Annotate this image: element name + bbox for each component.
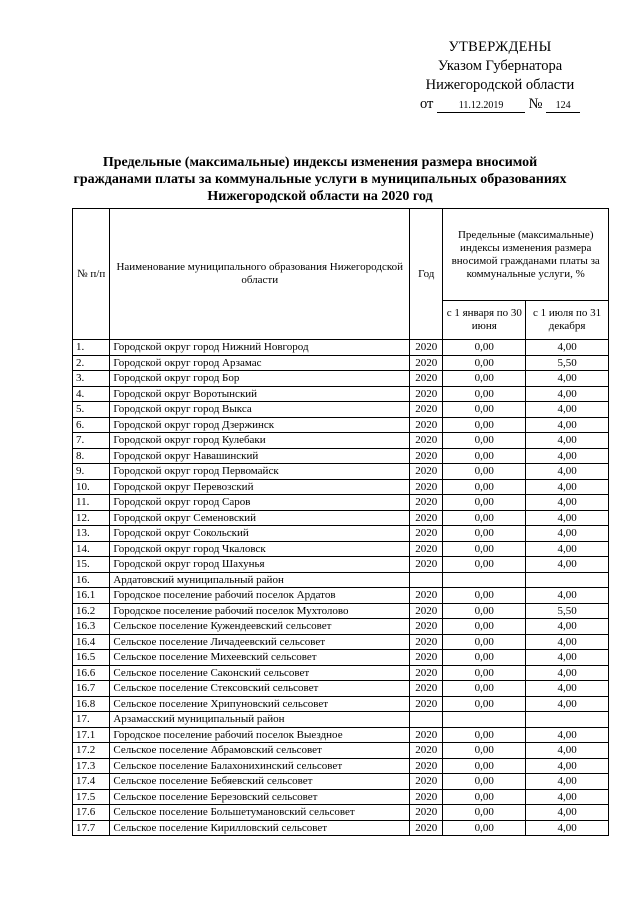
table-row — [73, 789, 609, 805]
row-number: 17.6 — [73, 805, 110, 821]
row-number: 16.6 — [73, 665, 110, 681]
row-name: Городской округ город Первомайск — [110, 464, 410, 480]
row-name: Городской округ Перевозский — [110, 479, 410, 495]
row-number: 12. — [73, 510, 110, 526]
table-row — [73, 805, 609, 821]
row-number: 17.4 — [73, 774, 110, 790]
approval-line-1: Указом Губернатора — [437, 58, 563, 74]
row-value-period-2: 5,50 — [526, 603, 609, 619]
table-row — [73, 820, 609, 836]
row-name: Городское поселение рабочий поселок Ардатов — [110, 588, 410, 604]
date-prefix: от — [420, 96, 434, 112]
table-row — [73, 681, 609, 697]
approval-date: 11.12.2019 — [437, 100, 525, 113]
row-value-period-1: 0,00 — [443, 758, 526, 774]
row-year: 2020 — [410, 634, 443, 650]
row-name: Ардатовский муниципальный район — [110, 572, 410, 588]
row-value-period-1: 0,00 — [443, 417, 526, 433]
row-name: Городской округ город Бор — [110, 371, 410, 387]
row-year: 2020 — [410, 557, 443, 573]
row-name: Сельское поселение Хрипуновский сельсовет — [110, 696, 410, 712]
table-row — [73, 495, 609, 511]
row-name: Сельское поселение Кирилловский сельсовет — [110, 820, 410, 836]
row-number: 15. — [73, 557, 110, 573]
row-year: 2020 — [410, 588, 443, 604]
row-value-period-1: 0,00 — [443, 526, 526, 542]
table-row — [73, 743, 609, 759]
row-value-period-1: 0,00 — [443, 340, 526, 356]
row-value-period-2: 4,00 — [526, 665, 609, 681]
row-year: 2020 — [410, 650, 443, 666]
row-value-period-2: 4,00 — [526, 340, 609, 356]
row-year: 2020 — [410, 805, 443, 821]
row-number: 8. — [73, 448, 110, 464]
row-value-period-2: 4,00 — [526, 634, 609, 650]
table-row — [73, 448, 609, 464]
row-value-period-1: 0,00 — [443, 402, 526, 418]
table-row — [73, 603, 609, 619]
table-row — [73, 588, 609, 604]
row-name: Городской округ город Нижний Новгород — [110, 340, 410, 356]
table-row — [73, 712, 609, 728]
row-name: Городской округ город Шахунья — [110, 557, 410, 573]
row-year: 2020 — [410, 448, 443, 464]
row-value-period-1: 0,00 — [443, 603, 526, 619]
row-name: Городской округ город Саров — [110, 495, 410, 511]
row-number: 5. — [73, 402, 110, 418]
row-year: 2020 — [410, 774, 443, 790]
header-period-1: с 1 января по 30 июня — [443, 301, 526, 340]
approval-title: УТВЕРЖДЕНЫ — [448, 39, 552, 55]
row-name: Сельское поселение Березовский сельсовет — [110, 789, 410, 805]
header-name: Наименование муниципального образования Нижегородской области — [110, 209, 410, 340]
row-value-period-2: 4,00 — [526, 510, 609, 526]
row-number: 14. — [73, 541, 110, 557]
row-value-period-1 — [443, 712, 526, 728]
row-value-period-1: 0,00 — [443, 727, 526, 743]
heading-line-1: Предельные (максимальные) индексы изменения размера вносимой — [102, 155, 538, 170]
row-name: Городской округ Сокольский — [110, 526, 410, 542]
table-row — [73, 386, 609, 402]
row-value-period-2: 4,00 — [526, 758, 609, 774]
row-value-period-2: 4,00 — [526, 402, 609, 418]
row-year: 2020 — [410, 371, 443, 387]
row-number: 11. — [73, 495, 110, 511]
row-value-period-2: 4,00 — [526, 789, 609, 805]
table-row — [73, 758, 609, 774]
row-number: 17.3 — [73, 758, 110, 774]
row-name: Сельское поселение Балахонихинский сельсовет — [110, 758, 410, 774]
row-value-period-2: 4,00 — [526, 805, 609, 821]
row-name: Сельское поселение Бебяевский сельсовет — [110, 774, 410, 790]
row-name: Городской округ город Дзержинск — [110, 417, 410, 433]
table-row — [73, 541, 609, 557]
row-value-period-1: 0,00 — [443, 371, 526, 387]
row-number: 16. — [73, 572, 110, 588]
row-value-period-1: 0,00 — [443, 619, 526, 635]
heading-line-2: гражданами платы за коммунальные услуги в муниципальных образованиях — [73, 172, 567, 187]
row-name: Городской округ город Чкаловск — [110, 541, 410, 557]
row-year: 2020 — [410, 510, 443, 526]
row-value-period-2: 4,00 — [526, 417, 609, 433]
row-number: 17.5 — [73, 789, 110, 805]
row-name: Городской округ город Выкса — [110, 402, 410, 418]
row-value-period-2: 4,00 — [526, 774, 609, 790]
row-number: 16.3 — [73, 619, 110, 635]
row-number: 3. — [73, 371, 110, 387]
row-number: 7. — [73, 433, 110, 449]
table-row — [73, 433, 609, 449]
table-body — [73, 340, 609, 836]
row-name: Городской округ город Кулебаки — [110, 433, 410, 449]
row-value-period-1: 0,00 — [443, 557, 526, 573]
row-value-period-2: 4,00 — [526, 588, 609, 604]
row-number: 4. — [73, 386, 110, 402]
row-value-period-2: 4,00 — [526, 448, 609, 464]
row-value-period-1: 0,00 — [443, 820, 526, 836]
row-value-period-2: 4,00 — [526, 681, 609, 697]
heading-line-3: Нижегородской области на 2020 год — [207, 189, 433, 204]
row-value-period-2 — [526, 572, 609, 588]
row-year: 2020 — [410, 479, 443, 495]
row-number: 16.4 — [73, 634, 110, 650]
row-value-period-2: 4,00 — [526, 820, 609, 836]
row-year: 2020 — [410, 464, 443, 480]
row-value-period-1: 0,00 — [443, 433, 526, 449]
row-value-period-2: 5,50 — [526, 355, 609, 371]
row-value-period-1: 0,00 — [443, 665, 526, 681]
table-row — [73, 510, 609, 526]
row-name: Городское поселение рабочий поселок Выездное — [110, 727, 410, 743]
table-row — [73, 371, 609, 387]
row-number: 17. — [73, 712, 110, 728]
row-name: Городское поселение рабочий поселок Мухтолово — [110, 603, 410, 619]
row-year: 2020 — [410, 386, 443, 402]
row-year: 2020 — [410, 665, 443, 681]
row-value-period-1: 0,00 — [443, 696, 526, 712]
table-row — [73, 355, 609, 371]
row-year: 2020 — [410, 758, 443, 774]
table-row — [73, 696, 609, 712]
row-value-period-1: 0,00 — [443, 789, 526, 805]
approval-block — [400, 38, 600, 114]
row-number: 16.2 — [73, 603, 110, 619]
row-value-period-1: 0,00 — [443, 448, 526, 464]
row-value-period-2: 4,00 — [526, 464, 609, 480]
table-row — [73, 572, 609, 588]
row-name: Городской округ Семеновский — [110, 510, 410, 526]
header-year: Год — [410, 209, 443, 340]
row-name: Городской округ Воротынский — [110, 386, 410, 402]
row-value-period-2: 4,00 — [526, 650, 609, 666]
header-no: № п/п — [73, 209, 110, 340]
row-value-period-1: 0,00 — [443, 464, 526, 480]
row-value-period-1: 0,00 — [443, 634, 526, 650]
document-heading — [60, 154, 580, 205]
table-row — [73, 464, 609, 480]
approval-date-line — [420, 95, 600, 114]
row-year: 2020 — [410, 696, 443, 712]
row-number: 17.1 — [73, 727, 110, 743]
row-name: Городской округ Навашинский — [110, 448, 410, 464]
row-number: 17.7 — [73, 820, 110, 836]
row-year: 2020 — [410, 541, 443, 557]
row-name: Сельское поселение Стексовский сельсовет — [110, 681, 410, 697]
table-row — [73, 634, 609, 650]
header-index: Предельные (максимальные) индексы изменения размера вносимой гражданами платы за коммунальные услуги, % — [443, 209, 609, 301]
row-number: 16.1 — [73, 588, 110, 604]
row-value-period-1: 0,00 — [443, 743, 526, 759]
row-value-period-2: 4,00 — [526, 727, 609, 743]
row-value-period-1: 0,00 — [443, 479, 526, 495]
row-value-period-1: 0,00 — [443, 681, 526, 697]
row-name: Сельское поселение Саконский сельсовет — [110, 665, 410, 681]
row-number: 2. — [73, 355, 110, 371]
row-year — [410, 572, 443, 588]
approval-line-2: Нижегородской области — [425, 77, 575, 93]
row-value-period-1: 0,00 — [443, 510, 526, 526]
table-row — [73, 774, 609, 790]
row-value-period-1: 0,00 — [443, 588, 526, 604]
table-row — [73, 650, 609, 666]
approval-number: 124 — [546, 100, 580, 113]
row-name: Сельское поселение Личадеевский сельсовет — [110, 634, 410, 650]
row-year: 2020 — [410, 526, 443, 542]
row-value-period-1: 0,00 — [443, 495, 526, 511]
table-row — [73, 619, 609, 635]
table-row — [73, 417, 609, 433]
row-value-period-2: 4,00 — [526, 696, 609, 712]
row-number: 6. — [73, 417, 110, 433]
row-number: 16.7 — [73, 681, 110, 697]
row-value-period-2: 4,00 — [526, 433, 609, 449]
row-value-period-2: 4,00 — [526, 743, 609, 759]
row-value-period-2: 4,00 — [526, 495, 609, 511]
row-name: Сельское поселение Кужендеевский сельсовет — [110, 619, 410, 635]
indices-table — [72, 208, 609, 836]
row-year: 2020 — [410, 433, 443, 449]
row-number: 9. — [73, 464, 110, 480]
row-number: 16.8 — [73, 696, 110, 712]
row-number: 13. — [73, 526, 110, 542]
table-row — [73, 526, 609, 542]
row-name: Арзамасский муниципальный район — [110, 712, 410, 728]
row-year: 2020 — [410, 820, 443, 836]
number-prefix: № — [528, 96, 543, 112]
row-number: 1. — [73, 340, 110, 356]
row-number: 17.2 — [73, 743, 110, 759]
row-year: 2020 — [410, 402, 443, 418]
row-value-period-1: 0,00 — [443, 355, 526, 371]
row-value-period-1: 0,00 — [443, 386, 526, 402]
row-value-period-2 — [526, 712, 609, 728]
row-value-period-2: 4,00 — [526, 526, 609, 542]
row-name: Сельское поселение Большетумановский сельсовет — [110, 805, 410, 821]
row-value-period-2: 4,00 — [526, 619, 609, 635]
table-row — [73, 402, 609, 418]
row-year: 2020 — [410, 603, 443, 619]
row-name: Сельское поселение Михеевский сельсовет — [110, 650, 410, 666]
row-value-period-1: 0,00 — [443, 805, 526, 821]
row-year: 2020 — [410, 417, 443, 433]
row-value-period-2: 4,00 — [526, 386, 609, 402]
row-year: 2020 — [410, 727, 443, 743]
row-year: 2020 — [410, 495, 443, 511]
row-number: 16.5 — [73, 650, 110, 666]
row-value-period-2: 4,00 — [526, 557, 609, 573]
row-year: 2020 — [410, 340, 443, 356]
row-value-period-2: 4,00 — [526, 541, 609, 557]
table-row — [73, 665, 609, 681]
row-value-period-1 — [443, 572, 526, 588]
table-row — [73, 557, 609, 573]
row-year — [410, 712, 443, 728]
row-year: 2020 — [410, 681, 443, 697]
header-period-2: с 1 июля по 31 декабря — [526, 301, 609, 340]
table-row — [73, 727, 609, 743]
row-year: 2020 — [410, 789, 443, 805]
table-row — [73, 479, 609, 495]
row-name: Сельское поселение Абрамовский сельсовет — [110, 743, 410, 759]
row-number: 10. — [73, 479, 110, 495]
row-year: 2020 — [410, 355, 443, 371]
row-value-period-1: 0,00 — [443, 774, 526, 790]
row-value-period-2: 4,00 — [526, 479, 609, 495]
row-name: Городской округ город Арзамас — [110, 355, 410, 371]
row-value-period-1: 0,00 — [443, 650, 526, 666]
table-row — [73, 340, 609, 356]
row-year: 2020 — [410, 743, 443, 759]
row-value-period-2: 4,00 — [526, 371, 609, 387]
row-value-period-1: 0,00 — [443, 541, 526, 557]
row-year: 2020 — [410, 619, 443, 635]
